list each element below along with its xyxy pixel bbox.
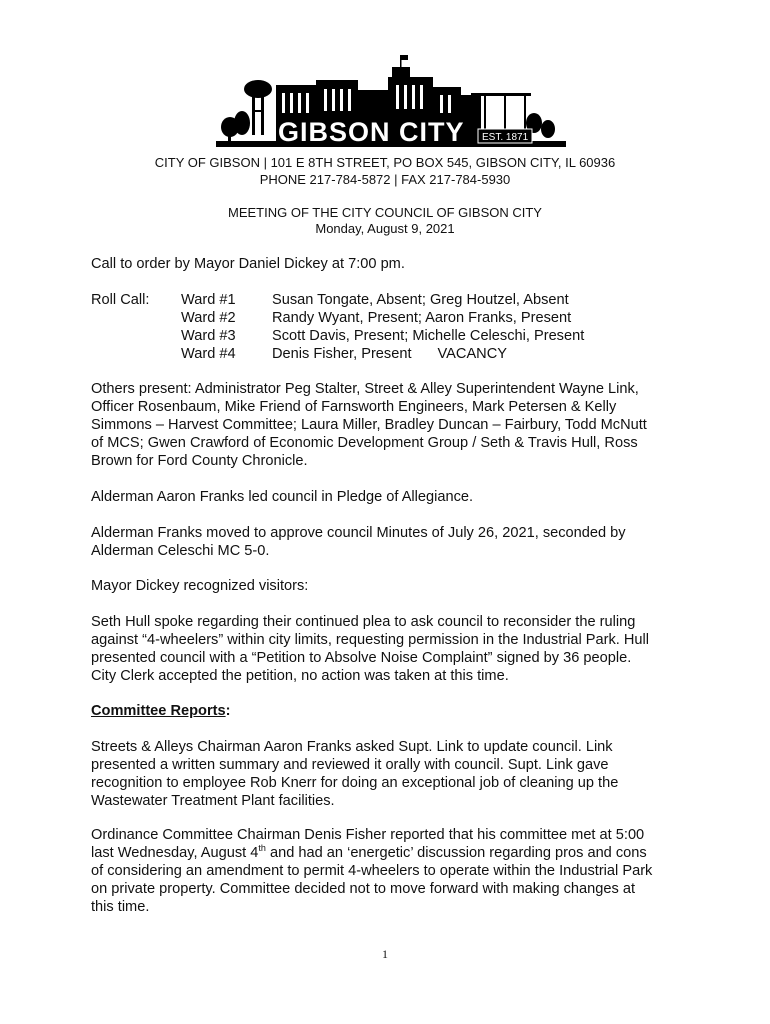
logo-established: EST. 1871 <box>482 132 529 143</box>
text-line: Streets & Alleys Chairman Aaron Franks asked Supt. Link to update council. Link <box>91 739 613 755</box>
seth-hull-paragraph <box>91 613 681 685</box>
ward-members: Scott Davis, Present; Michelle Celeschi, Present <box>272 328 585 344</box>
page-number: 1 <box>382 947 388 961</box>
meeting-date: Monday, August 9, 2021 <box>315 221 455 236</box>
text-line: on private property. Committee decided not to move forward with making changes at <box>91 881 636 897</box>
visitors-paragraph: Mayor Dickey recognized visitors: <box>91 578 309 594</box>
text-segment: last Wednesday, August 4 <box>91 845 259 861</box>
text-line: Alderman Celeschi MC 5-0. <box>91 543 270 559</box>
text-line: Officer Rosenbaum, Mike Friend of Farnsworth Engineers, Mark Petersen & Kelly <box>91 399 617 415</box>
text-line: Simmons – Harvest Committee; Laura Miller, Bradley Duncan – Fairbury, Todd McNutt <box>91 417 647 433</box>
section-heading: Committee Reports <box>91 703 226 719</box>
text-line: recognition to employee Rob Knerr for doing an exceptional job of cleaning up the <box>91 775 619 791</box>
text-line: Seth Hull spoke regarding their continued plea to ask council to reconsider the ruling <box>91 614 636 630</box>
text-line: presented council with a “Petition to Absolve Noise Complaint” signed by 36 people. <box>91 650 632 666</box>
meeting-title: MEETING OF THE CITY COUNCIL OF GIBSON CITY <box>228 205 542 220</box>
text-line: Ordinance Committee Chairman Denis Fisher reported that his committee met at 5:00 <box>91 827 645 843</box>
logo-city-name: GIBSON CITY <box>278 117 465 147</box>
text-line: Wastewater Treatment Plant facilities. <box>91 793 335 809</box>
phone-fax-line: PHONE 217-784-5872 | FAX 217-784-5930 <box>259 172 511 187</box>
text-line: Others present: Administrator Peg Stalter, Street & Alley Superintendent Wayne Link, <box>91 381 639 397</box>
ward-4-member: Denis Fisher, Present <box>272 346 412 362</box>
ward-members <box>272 345 507 363</box>
ward-label: Ward #3 <box>181 328 236 344</box>
vacancy-note: VACANCY <box>437 346 507 362</box>
text-line: against “4-wheelers” within city limits, requesting permission in the Industrial Park. Hull <box>91 632 650 648</box>
ward-label: Ward #4 <box>181 346 236 362</box>
others-present <box>91 380 681 470</box>
ward-members: Susan Tongate, Absent; Greg Houtzel, Absent <box>272 292 569 308</box>
ordinance-committee-paragraph <box>91 826 681 916</box>
text-line: City Clerk accepted the petition, no action was taken at this time. <box>91 668 509 684</box>
ward-label: Ward #1 <box>181 292 236 308</box>
text-line: this time. <box>91 899 150 915</box>
ward-label: Ward #2 <box>181 310 236 326</box>
minutes-paragraph <box>91 524 681 560</box>
address-line: CITY OF GIBSON | 101 E 8TH STREET, PO BOX 545, GIBSON CITY, IL 60936 <box>154 155 616 170</box>
ward-members: Randy Wyant, Present; Aaron Franks, Present <box>272 310 572 326</box>
text-segment: and had an ‘energetic’ discussion regarding pros and cons <box>265 845 647 861</box>
text-line: Brown for Ford County Chronicle. <box>91 453 308 469</box>
text-line <box>91 844 681 862</box>
text-line: of considering an amendment to permit 4-wheelers to operate within the Industrial Park <box>91 863 653 879</box>
roll-call-label: Roll Call: <box>91 292 150 308</box>
text-line: Alderman Franks moved to approve council Minutes of July 26, 2021, seconded by <box>91 525 626 541</box>
text-line: of MCS; Gwen Crawford of Economic Development Group / Seth & Travis Hull, Ross <box>91 435 638 451</box>
ordinal-suffix: th <box>258 843 266 853</box>
call-to-order: Call to order by Mayor Daniel Dickey at 7:00 pm. <box>91 256 405 272</box>
committee-reports-heading <box>91 702 681 720</box>
pledge-paragraph: Alderman Aaron Franks led council in Pledge of Allegiance. <box>91 489 474 505</box>
streets-alleys-paragraph <box>91 738 681 810</box>
text-line: presented a written summary and reviewed it orally with council. Supt. Link gave <box>91 757 609 773</box>
heading-colon: : <box>225 703 231 719</box>
gibson-city-logo <box>216 55 566 150</box>
